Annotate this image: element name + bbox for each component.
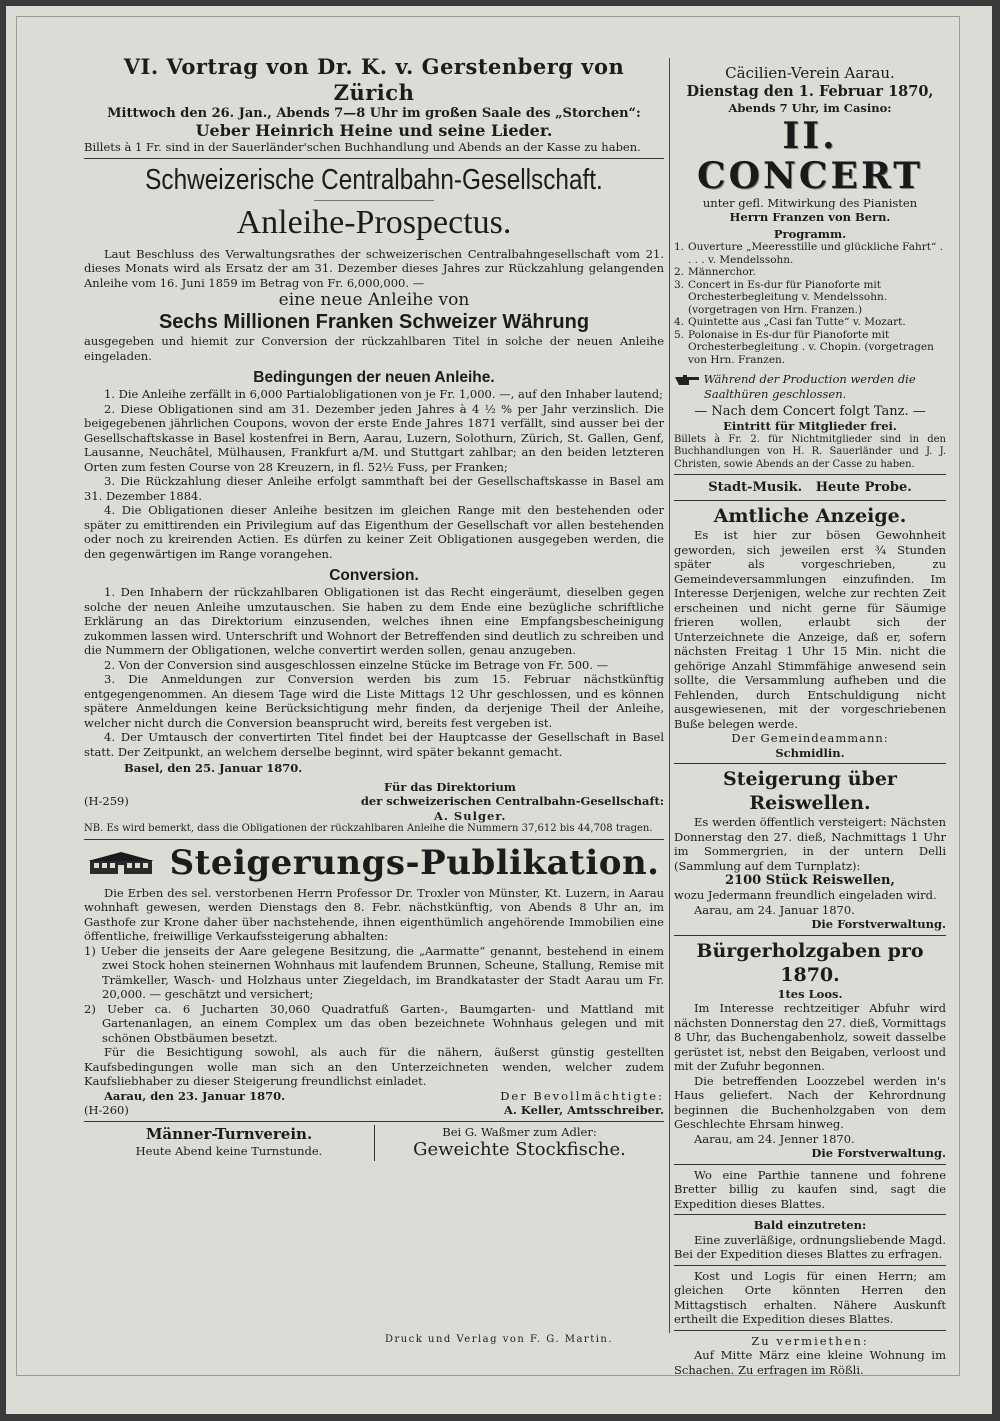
- condition-1: 1. Die Anleihe zerfällt in 6,000 Partialobligationen von je Fr. 1,000. —, auf den Inhaber lautend;: [104, 387, 663, 401]
- steigerung-item-2: 2) Ueber ca. 6 Jucharten 30,060 Quadratfuß Garten-, Baumgarten- und Mattland mit Gartenanlagen, an einem Complex um das oben bezeichnete Wohnhaus gelegen und mit schönen Obstbäumen besetzt.: [84, 1001, 664, 1045]
- program-no: 4.: [674, 316, 685, 328]
- kost-ad: Kost und Logis für einen Herrn; am gleichen Orte könnten Herren den Mittagstisch erhalten. Nähere Auskunft ertheilt die Expedition dieses Blattes.: [674, 1268, 946, 1326]
- sign-for: Für das Direktorium: [384, 779, 516, 794]
- vortrag-ad: [84, 54, 664, 155]
- program-item: [674, 329, 946, 367]
- bretter-ad: Wo eine Parthie tannene und fohrene Bretter billig zu kaufen sind, sagt die Expedition dieses Blattes.: [674, 1167, 946, 1211]
- program-piece: Männerchor.: [688, 266, 756, 278]
- wassmer-line1: Bei G. Waßmer zum Adler:: [442, 1124, 597, 1139]
- magd-ad: [674, 1218, 946, 1262]
- anleihe-note: NB. Es wird bemerkt, dass die Obligationen der rückzahlbaren Anleihe die Nummern 37,612 bis 44,708 tragen.: [84, 823, 653, 834]
- concert-tickets: Billets à Fr. 2. für Nichtmitglieder sind in den Buchhandlungen von H. R. Sauerländer und J. J. Christen, sowie Abends an der Casse zu haben.: [674, 433, 946, 470]
- program-item: [674, 279, 946, 317]
- concert-dance: — Nach dem Concert folgt Tanz. —: [694, 404, 926, 419]
- short-rule: [314, 200, 434, 201]
- program-composer: v. Mozart.: [852, 316, 906, 328]
- imprint: [6, 1334, 992, 1347]
- anleihe-title: Anleihe-Prospectus.: [236, 203, 512, 241]
- vortrag-title: VI. Vortrag von Dr. K. v. Gerstenberg von Zürich: [123, 54, 625, 105]
- amtliche-text: Es ist hier zur bösen Gewohnheit geworden, sich jeweilen erst ¾ Stunden später als vorgeschrieben, zu Gemeindeversammlungen einzufinden. Im Interesse Derjenigen, welche zur rechten Zeit erscheinen und nicht gerne für Säumige frieren wollen, erlaubt sich der Unterzeichnete die Anzeige, daß er, sofern nächsten Freitag 1 Uhr 15 Min. nicht die gehörige Anzahl Stimmfähige anwesend sein sollte, die Versammlung aufheben und die Fehlenden, durch Entschuldigung nicht ausgewiesenen, mit der vorgeschriebenen Buße belegen werde.: [674, 528, 946, 731]
- divider: [84, 839, 664, 840]
- amtliche-title: Amtliche Anzeige.: [713, 505, 907, 527]
- anleihe-amount: Sechs Millionen Franken Schweizer Währung: [158, 311, 590, 333]
- program-composer: v. Mendelssohn.: [708, 253, 794, 266]
- steigerung-item-1: 1) Ueber die jenseits der Aare gelegene Besitzung, die „Aarmatte“ genannt, bestehend in einem zwei Stock hohen steinernen Wohnhaus mit laufendem Brunnen, Scheune, Stallung, Remise mit Trämkeller, Wasch- und Holzhaus unter Ziegeldach, im Brandkataster der Stadt Aarau um Fr. 20,000. — geschätzt und versichert;: [84, 943, 664, 1001]
- reiswellen-text: Es werden öffentlich versteigert: Nächsten Donnerstag den 27. dieß, Nachmittags 1 Uhr im Sommergrien, in der untern Delli (Sammlung auf dem Turnplatz):: [674, 815, 946, 873]
- stadtmusik-title: Stadt-Musik.: [708, 480, 803, 495]
- house-icon: [88, 851, 154, 875]
- concert-notice: [674, 372, 946, 401]
- buergerholz-sub: 1tes Loos.: [777, 986, 843, 1001]
- divider: [84, 1121, 664, 1122]
- program-list: [674, 241, 946, 366]
- ad-code: (H-259): [84, 794, 129, 808]
- bottom-ads-row: [84, 1125, 664, 1162]
- reiswellen-place-date: Aarau, am 24. Januar 1870.: [694, 902, 855, 917]
- reiswellen-ad: [674, 767, 946, 932]
- conversion-3: 3. Die Anmeldungen zur Conversion werden bis zum 15. Februar nächstkünftig entgegengenommen. An diesem Tage wird die Liste Mittags 12 Uhr geschlossen, und es können spätere Anmeldungen keine Berücksichtigung mehr finden, da derjenige Theil der Anleihe, welcher nicht durch die Conversion beansprucht wird, bereits fest vergeben ist.: [84, 672, 664, 730]
- concert-notice-text: Während der Production werden die Saalthüren geschlossen.: [703, 372, 916, 401]
- magd-title: Bald einzutreten:: [753, 1218, 867, 1232]
- steigerung-intro: Die Erben des sel. verstorbenen Herrn Professor Dr. Troxler von Münster, Kt. Luzern, in Aarau wohnhaft gewesen, werden Dienstags den 8. Febr. nächstkünftig, von Abends 8 Uhr an, im Gasthofe zur Krone daher über nachstehende, ihnen eigenthümlich angehörende Immobilien eine öffentliche, freiwillige Verkaufssteigerung abhalten:: [84, 885, 664, 943]
- program-item: [674, 266, 946, 279]
- buergerholz-place-date: Aarau, am 24. Jenner 1870.: [694, 1131, 855, 1146]
- divider: [674, 1265, 946, 1266]
- program-no: 3.: [674, 278, 685, 291]
- right-column: [674, 64, 946, 1377]
- divider: [674, 500, 946, 501]
- reiswellen-title: Steigerung über Reiswellen.: [723, 768, 897, 814]
- concert-date: Dienstag den 1. Februar 1870,: [686, 83, 934, 100]
- divider: [674, 1214, 946, 1215]
- ad-code: (H-260): [84, 1103, 129, 1117]
- buergerholz-title: Bürgerholzgaben pro 1870.: [696, 939, 924, 986]
- turnverein-text: Heute Abend keine Turnstunde.: [135, 1143, 323, 1158]
- anleihe-place-date: Basel, den 25. Januar 1870.: [124, 761, 303, 775]
- program-piece: Ouverture „Meeresstille und glückliche Fahrt“ . . . .: [688, 241, 944, 266]
- agent-label: Der Bevollmächtigte:: [500, 1088, 664, 1103]
- vortrag-date: Mittwoch den 26. Jan., Abends 7—8 Uhr im großen Saale des „Storchen“:: [107, 106, 641, 121]
- steigerung-title: Steigerungs-Publikation.: [169, 842, 660, 883]
- reiswellen-signer: Die Forstverwaltung.: [811, 917, 946, 931]
- program-composer: v. Mendelssohn. (vorgetragen von Hrn. Franzen.): [688, 291, 888, 316]
- conversion-4: 4. Der Umtausch der convertirten Titel findet bei der Hauptcasse der Gesellschaft in Basel statt. Der Zeitpunkt, an welchem derselbe beginnt, wird später bekannt gemacht.: [84, 730, 664, 759]
- divider: [674, 1164, 946, 1165]
- reiswellen-item: 2100 Stück Reiswellen,: [725, 873, 895, 888]
- condition-3: 3. Die Rückzahlung dieser Anleihe erfolgt sammthaft bei der Gesellschaftskasse in Basel am 31. Dezember 1884.: [84, 474, 664, 503]
- anleihe-new-loan: eine neue Anleihe von: [278, 290, 470, 310]
- buergerholz-signer: Die Forstverwaltung.: [811, 1146, 946, 1160]
- program-piece: Polonaise in Es-dur für Pianoforte mit Orchesterbegleitung .: [688, 328, 890, 353]
- condition-4: 4. Die Obligationen dieser Anleihe besitzen im gleichen Range mit den bestehenden oder später zu emittirenden ein Privilegium auf das Eigenthum der Gesellschaft vor allen bestehenden oder noch zu kreirenden Actien. Es dürfen zu keiner Zeit Obligationen ausgegeben werden, die den gegenwärtigen im Range vorangehen.: [84, 503, 664, 561]
- program-item: [674, 241, 946, 266]
- turnverein-title: Männer-Turnverein.: [145, 1124, 313, 1143]
- turnverein-ad: [84, 1125, 375, 1162]
- signer: A. Sulger.: [434, 808, 507, 823]
- imprint-text: Druck und Verlag von F. G. Martin.: [384, 1334, 614, 1345]
- wassmer-ad: [375, 1125, 664, 1162]
- divider: [674, 763, 946, 764]
- vortrag-topic: Ueber Heinrich Heine und seine Lieder.: [195, 121, 553, 140]
- left-column: [84, 54, 664, 1161]
- program-no: 5.: [674, 328, 685, 341]
- company-name: Schweizerische Centralbahn-Gesellschaft.: [145, 163, 603, 196]
- amtliche-sign-label: Der Gemeindeammann:: [731, 731, 889, 745]
- anleihe-issued: ausgegeben und hiemit zur Conversion der rückzahlbaren Titel in solche der neuen Anleihe eingeladen.: [84, 334, 664, 363]
- stadtmusik-note: Heute Probe.: [815, 480, 912, 495]
- concert-assist: unter gefl. Mitwirkung des Pianisten: [702, 195, 918, 210]
- anleihe-ad: [84, 162, 664, 836]
- concert-title: II. CONCERT: [696, 114, 924, 197]
- concert-society: Cäcilien-Verein Aarau.: [725, 64, 895, 82]
- anleihe-intro: Laut Beschluss des Verwaltungsrathes der schweizerischen Centralbahngesellschaft vom 21. dieses Monats wird als Ersatz der am 31. Dezember dieses Jahres zur Rückzahlung gelangenden Anleihe vom 16. Juni 1859 im Betrag von Fr. 6,000,000. —: [84, 246, 664, 290]
- concert-ad: [674, 64, 946, 471]
- program-composer: v. Chopin. (vorgetragen von Hrn. Franzen.: [688, 341, 934, 366]
- vermiethen-title: Zu vermiethen:: [751, 1333, 869, 1348]
- concert-time: Abends 7 Uhr, im Casino:: [728, 101, 892, 115]
- conversion-2: 2. Von der Conversion sind ausgeschlossen einzelne Stücke im Betrage von Fr. 500. —: [104, 657, 609, 672]
- vortrag-tickets: Billets à 1 Fr. sind in der Sauerländer'schen Buchhandlung und Abends an der Kasse zu haben.: [84, 140, 641, 154]
- condition-2: 2. Diese Obligationen sind am 31. Dezember jeden Jahres à 4 ½ % per Jahr verzinslich. Die beigegebenen jährlichen Coupons, wovon der erste Ende Jahres 1871 verfällt, sind ausser bei der Gesellschaftskasse in Basel kostenfrei in Bern, Aarau, Luzern, Solothurn, Zürich, St. Gallen, Genf, Lausanne, Neuchâtel, Mülhausen, Frankfurt a/M. und Stuttgart zahlbar; an den beiden letzteren Orten zum festen Course von 28 Kreuzern, in fl. 52½ Fuss, per Franken;: [84, 401, 664, 474]
- stadtmusik-ad: [674, 478, 946, 497]
- program-piece: Concert in Es-dur für Pianoforte mit Orchesterbegleitung: [688, 278, 881, 303]
- divider: [674, 1330, 946, 1331]
- program-no: 2.: [674, 266, 685, 278]
- program-heading: Programm.: [773, 226, 847, 241]
- program-item: [674, 316, 946, 329]
- wassmer-line2: Geweichte Stockfische.: [413, 1139, 626, 1160]
- pointing-hand-icon: [674, 374, 700, 386]
- divider: [84, 158, 664, 159]
- amtliche-signer: Schmidlin.: [775, 745, 845, 760]
- concert-pianist: Herrn Franzen von Bern.: [729, 210, 891, 224]
- amtliche-ad: [674, 504, 946, 760]
- conversion-1: 1. Den Inhabern der rückzahlbaren Obligationen ist das Recht eingeräumt, dieselben gegen solche der neuen Anleihe umzutauschen. Sie haben zu dem Ende eine bezügliche schriftliche Erklärung an das Direktorium einzusenden, welches ihnen eine Empfangsbescheinigung zukommen lassen wird. Unterschrift und Wohnort der Betreffenden sind deutlich zu schreiben und die Nummern der Obligationen, welche convertirt werden sollen, genau anzugeben.: [84, 585, 664, 657]
- column-divider: [669, 58, 670, 1333]
- buergerholz-ad: [674, 939, 946, 1161]
- conditions-heading: Bedingungen der neuen Anleihe.: [253, 369, 495, 386]
- program-no: 1.: [674, 241, 685, 253]
- agent-name: A. Keller, Amtsschreiber.: [503, 1103, 664, 1117]
- steigerung-ad: [84, 844, 664, 1118]
- conversion-heading: Conversion.: [329, 567, 419, 584]
- steigerung-closing: Für die Besichtigung sowohl, als auch für die nähern, äußerst günstig gestellten Kaufsbedingungen wolle man sich an den Unterzeichneten wenden, welcher zudem Kaufsliebhaber zu dieser Steigerung freundlichst einladet.: [84, 1045, 664, 1088]
- divider: [674, 474, 946, 475]
- vermiethen-text: Auf Mitte März eine kleine Wohnung im Schachen. Zu erfragen im Rößli.: [674, 1348, 946, 1377]
- reiswellen-invite: wozu Jedermann freundlich eingeladen wird.: [674, 888, 937, 902]
- newspaper-page: [6, 6, 992, 1414]
- steigerung-place-date: Aarau, den 23. Januar 1870.: [104, 1088, 286, 1103]
- buergerholz-text-2: Die betreffenden Loozzebel werden in's Haus geliefert. Nach der Kehrordnung beginnen die Buchenholzgaben von dem Geschlechte Ehrsam hinweg.: [674, 1073, 946, 1131]
- concert-members: Eintritt für Mitglieder frei.: [723, 419, 897, 433]
- program-piece: Quintette aus „Casi fan Tutte“: [688, 316, 850, 328]
- sign-org: der schweizerischen Centralbahn-Gesellschaft:: [360, 794, 664, 808]
- divider: [674, 935, 946, 936]
- buergerholz-text-1: Im Interesse rechtzeitiger Abfuhr wird nächsten Donnerstag den 27. dieß, Vormittags 8 Uhr, das Buchengabenholz, soweit dasselbe gerüstet ist, nebst den Beigaben, verloost und mit der Zufuhr begonnen.: [674, 1001, 946, 1073]
- magd-text: Eine zuverläßige, ordnungsliebende Magd. Bei der Expedition dieses Blattes zu erfragen.: [674, 1232, 946, 1261]
